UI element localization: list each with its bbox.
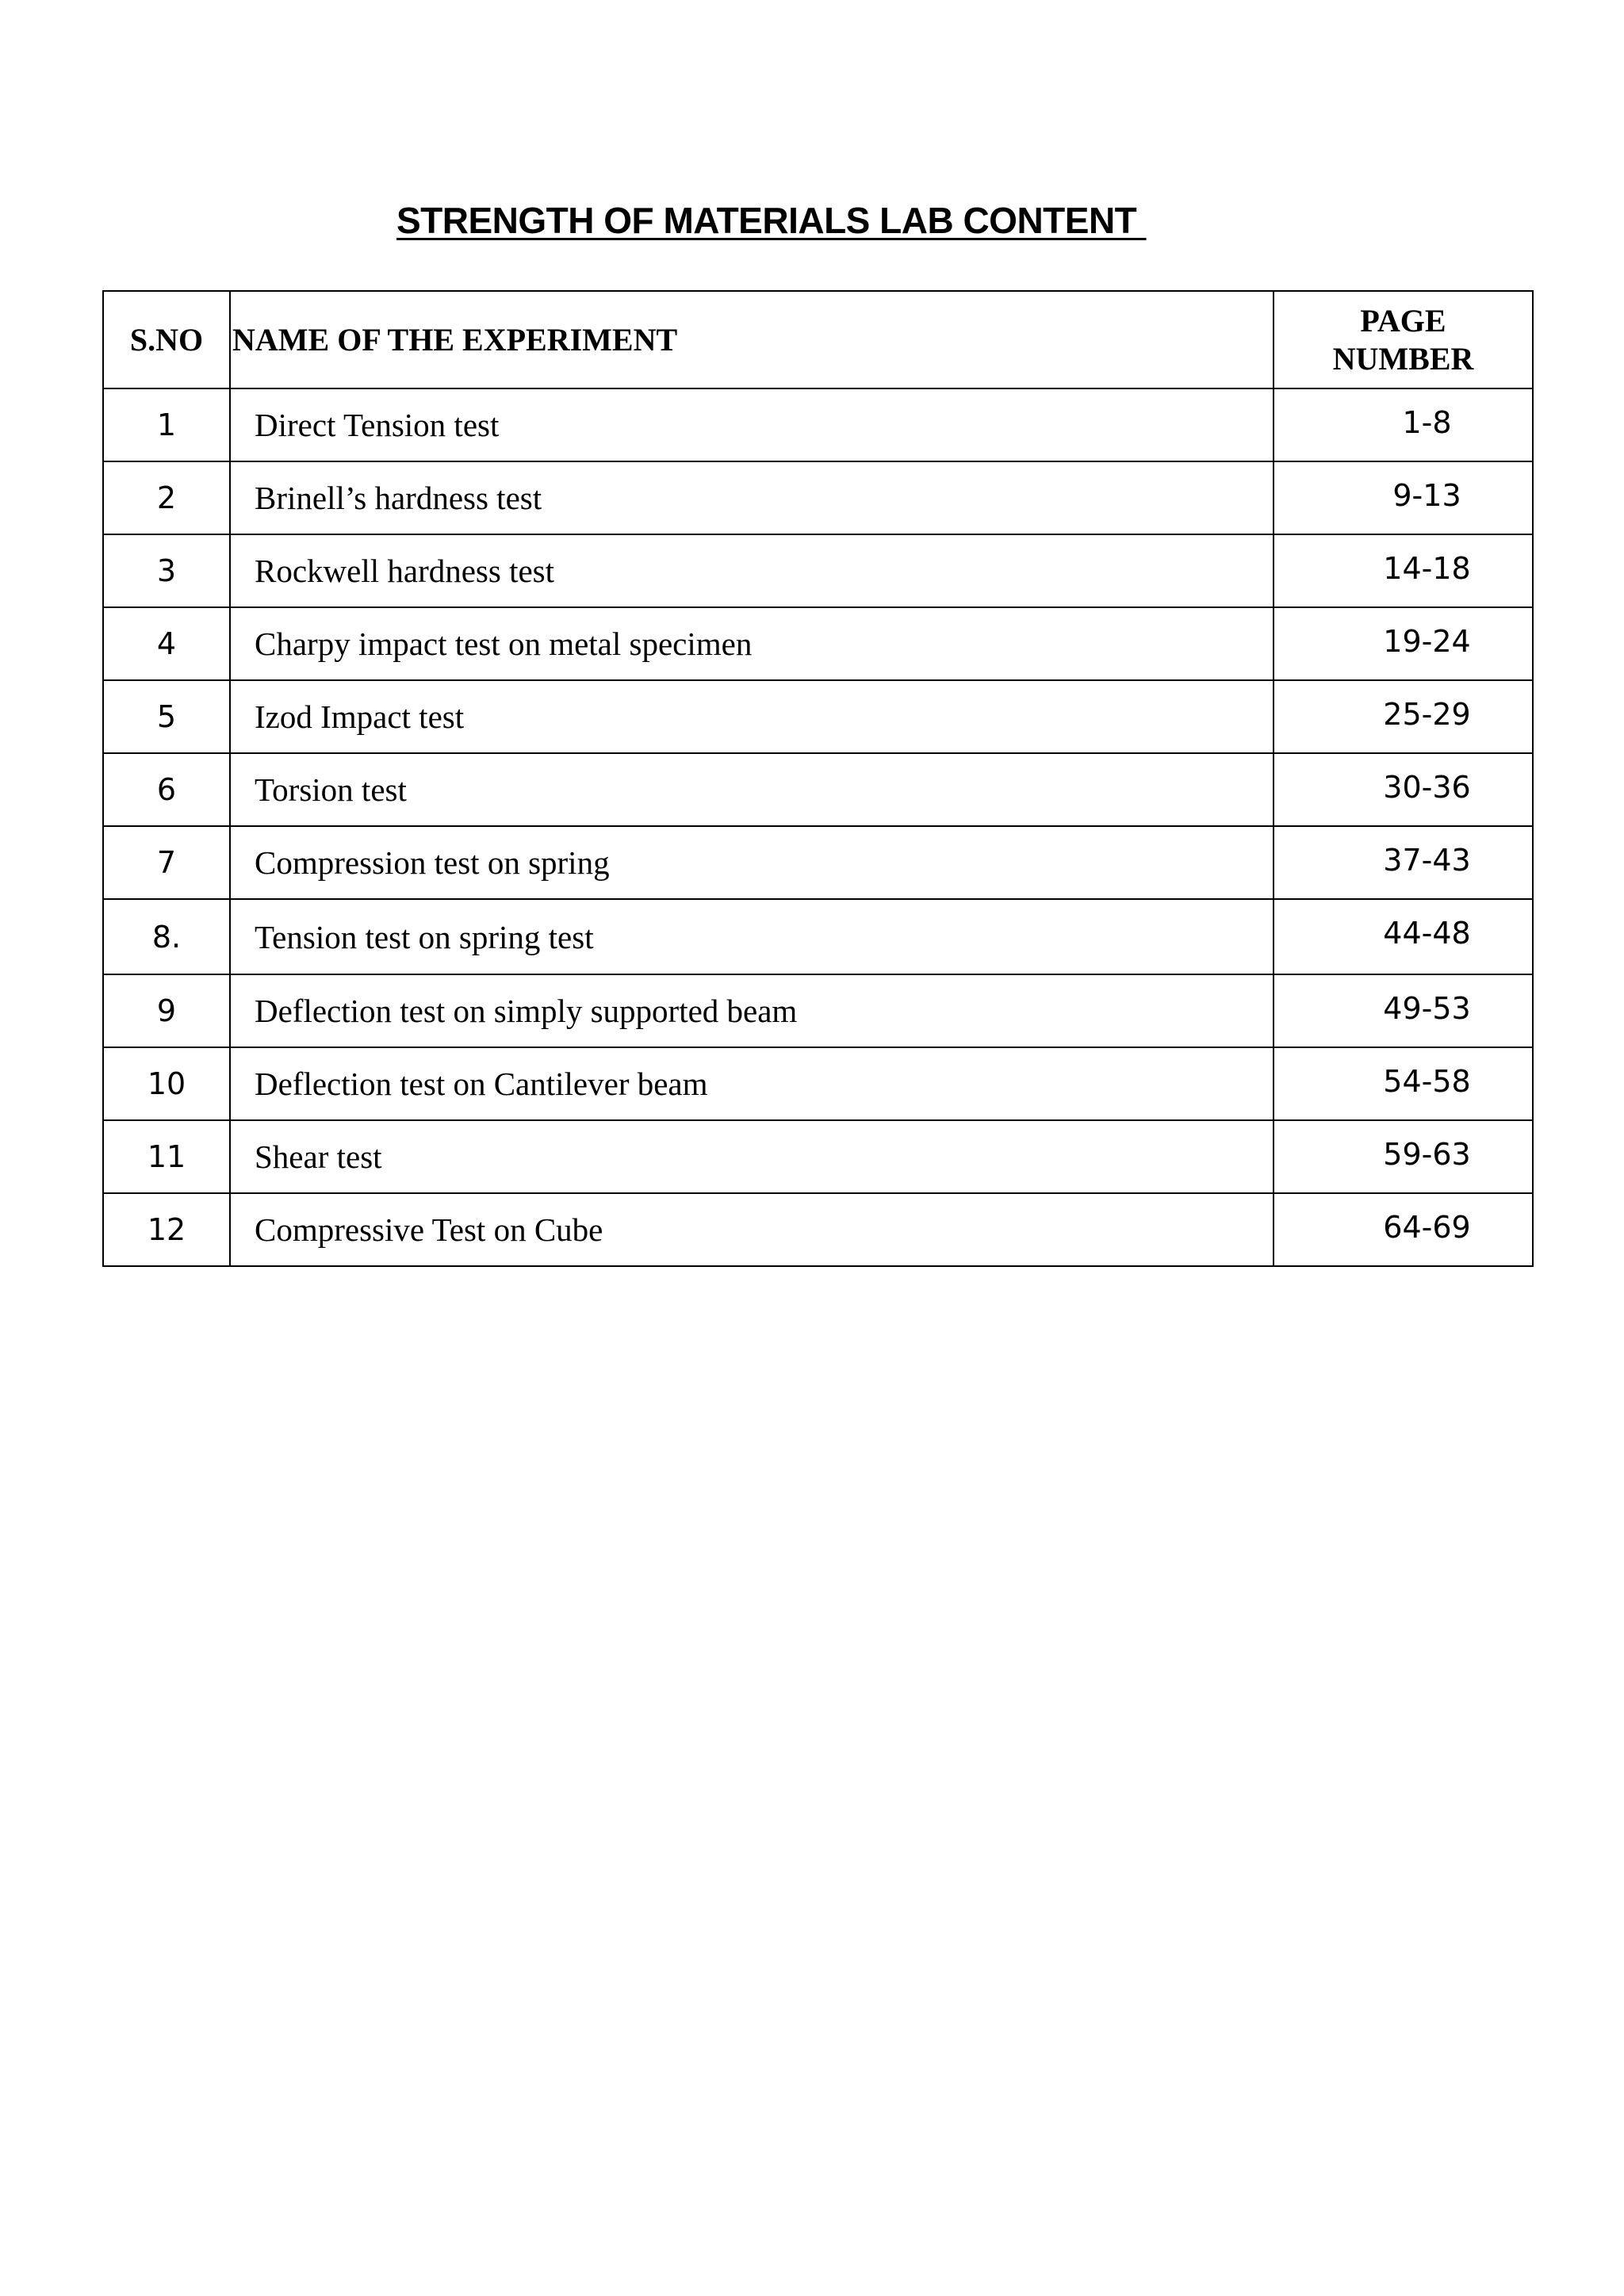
row-experiment-name: Izod Impact test: [230, 680, 1274, 753]
row-sno: 9: [103, 974, 230, 1047]
row-page-range: 25-29: [1274, 680, 1533, 753]
row-experiment-name: Charpy impact test on metal specimen: [230, 607, 1274, 680]
table-row: [103, 899, 1533, 974]
row-page-range: 64-69: [1274, 1193, 1533, 1266]
row-page-range: 19-24: [1274, 607, 1533, 680]
row-sno: 8.: [103, 899, 230, 974]
row-page-range: 30-36: [1274, 753, 1533, 826]
table-row: [103, 974, 1533, 1047]
header-sno: S.NO: [103, 291, 230, 388]
row-experiment-name: Rockwell hardness test: [230, 534, 1274, 607]
table-row: [103, 1120, 1533, 1193]
row-page-range: 49-53: [1274, 974, 1533, 1047]
row-experiment-name: Deflection test on Cantilever beam: [230, 1047, 1274, 1120]
contents-table: [102, 290, 1534, 1267]
row-sno: 5: [103, 680, 230, 753]
row-sno: 10: [103, 1047, 230, 1120]
row-experiment-name: Deflection test on simply supported beam: [230, 974, 1274, 1047]
table-row: [103, 1193, 1533, 1266]
row-sno: 12: [103, 1193, 230, 1266]
row-experiment-name: Compression test on spring: [230, 826, 1274, 899]
row-experiment-name: Torsion test: [230, 753, 1274, 826]
document-title: STRENGTH OF MATERIALS LAB CONTENT: [396, 200, 1147, 241]
row-page-range: 1-8: [1274, 388, 1533, 461]
table-row: [103, 680, 1533, 753]
row-page-range: 14-18: [1274, 534, 1533, 607]
row-sno: 3: [103, 534, 230, 607]
table-row: [103, 534, 1533, 607]
row-experiment-name: Brinell’s hardness test: [230, 461, 1274, 534]
row-sno: 7: [103, 826, 230, 899]
table-header-row: [103, 291, 1533, 388]
table-row: [103, 388, 1533, 461]
row-page-range: 9-13: [1274, 461, 1533, 534]
row-sno: 11: [103, 1120, 230, 1193]
header-page-line1: PAGE: [1360, 302, 1446, 339]
row-sno: 2: [103, 461, 230, 534]
table-row: [103, 461, 1533, 534]
header-page-number: [1274, 291, 1533, 388]
table-row: [103, 826, 1533, 899]
row-experiment-name: Compressive Test on Cube: [230, 1193, 1274, 1266]
row-sno: 6: [103, 753, 230, 826]
row-experiment-name: Shear test: [230, 1120, 1274, 1193]
row-page-range: 37-43: [1274, 826, 1533, 899]
header-page-line2: NUMBER: [1332, 340, 1474, 377]
header-experiment-name: NAME OF THE EXPERIMENT: [230, 291, 1274, 388]
table-row: [103, 607, 1533, 680]
row-experiment-name: Direct Tension test: [230, 388, 1274, 461]
row-page-range: 59-63: [1274, 1120, 1533, 1193]
row-page-range: 44-48: [1274, 899, 1533, 974]
row-experiment-name: Tension test on spring test: [230, 899, 1274, 974]
row-sno: 4: [103, 607, 230, 680]
row-sno: 1: [103, 388, 230, 461]
table-row: [103, 1047, 1533, 1120]
table-row: [103, 753, 1533, 826]
row-page-range: 54-58: [1274, 1047, 1533, 1120]
